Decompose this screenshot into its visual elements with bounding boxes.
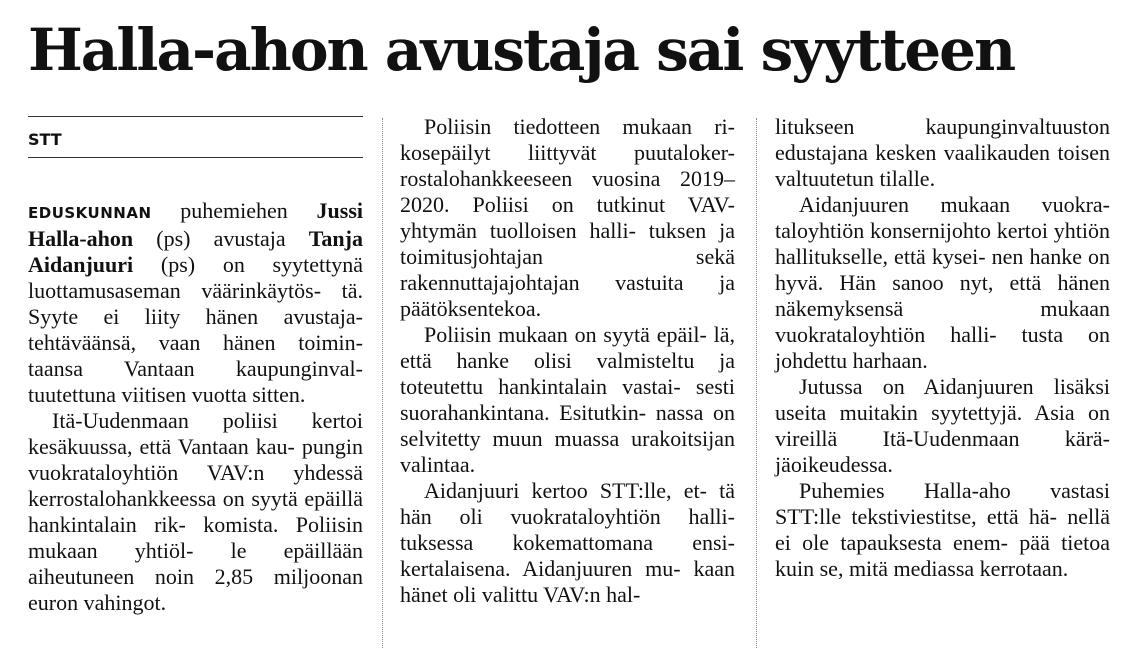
paragraph-4: Poliisin mukaan on syytä epäil- lä, että hanke olisi valmisteltu ja toteutettu hankintalain vastai- sesti suorahankintana. Esitutkin- nassa on selvitetty muun muassa urakoitsijan valintaa. (400, 322, 735, 477)
column-separator-1 (382, 118, 383, 648)
kicker: EDUSKUNNAN (28, 204, 152, 222)
paragraph-2: Itä-Uudenmaan poliisi kertoi kesäkuussa, että Vantaan kau- pungin vuokrataloyhtiön VAV:n yhdessä kerrostalohankkeessa on syytä epäillä hankintalain rik- komista. Poliisin mukaan yhtiöl- le epäillään aiheutuneen noin 2,85 miljoonan euron vahingot. (28, 408, 363, 615)
byline: STT (28, 130, 62, 149)
person-name: Jussi Halla-ahon (28, 198, 363, 251)
text-run: puhemiehen (151, 198, 317, 223)
headline: Halla-ahon avustaja sai syytteen (28, 16, 1015, 84)
text-run: (ps) avustaja (133, 226, 309, 251)
article-column-3 (775, 114, 1110, 582)
byline-rule-bottom (28, 157, 363, 158)
text-run: (ps) on syytettynä luottamusaseman väärinkäytös- tä. Syyte ei liity hänen avustaja- tehtäväänsä, vaan hänen toimin- taansa Vantaan kaupunginval- tuutettuna viitisen vuotta sitten. (28, 252, 363, 407)
paragraph-8: Puhemies Halla-aho vastasi STT:lle tekstiviestitse, että hä- nellä ei ole tapauksesta enem- pää tietoa kuin se, mitä mediassa kerrotaan. (775, 478, 1110, 581)
article-column-1 (28, 198, 363, 616)
paragraph-6: Aidanjuuren mukaan vuokra- taloyhtiön konsernijohto kertoi yhtiön hallitukselle, että kysei- nen hanke on hyvä. Hän sanoo nyt, että hänen näkemyksensä mukaan vuokrataloyhtiön halli- tusta on johdettu harhaan. (775, 192, 1110, 373)
paragraph-1 (28, 198, 363, 408)
person-name: Tanja Aidanjuuri (28, 226, 363, 277)
paragraph-5: Aidanjuuri kertoo STT:lle, et- tä hän oli vuokrataloyhtiön halli- tuksessa kokemattomana ensi- kertalaisena. Aidanjuuren mu- kaan hänet oli valittu VAV:n hal- (400, 478, 735, 607)
paragraph-5-continued: litukseen kaupunginvaltuuston edustajana kesken vaalikauden toisen valtuutetun tilalle. (775, 114, 1110, 191)
byline-rule-top (28, 116, 363, 117)
paragraph-3: Poliisin tiedotteen mukaan ri- kosepäilyt liittyvät puutaloker- rostalohankkeeseen vuosina 2019– 2020. Poliisi on tutkinut VAV-yhtymän tuolloisen halli- tuksen ja toimitusjohtajan sekä rakennuttajajohtajan vastuita ja päätöksentekoa. (400, 114, 735, 321)
paragraph-7: Jutussa on Aidanjuuren lisäksi useita muitakin syytettyjä. Asia on vireillä Itä-Uudenmaan kärä- jäoikeudessa. (775, 374, 1110, 477)
column-separator-2 (756, 118, 757, 648)
article-column-2 (400, 114, 735, 608)
